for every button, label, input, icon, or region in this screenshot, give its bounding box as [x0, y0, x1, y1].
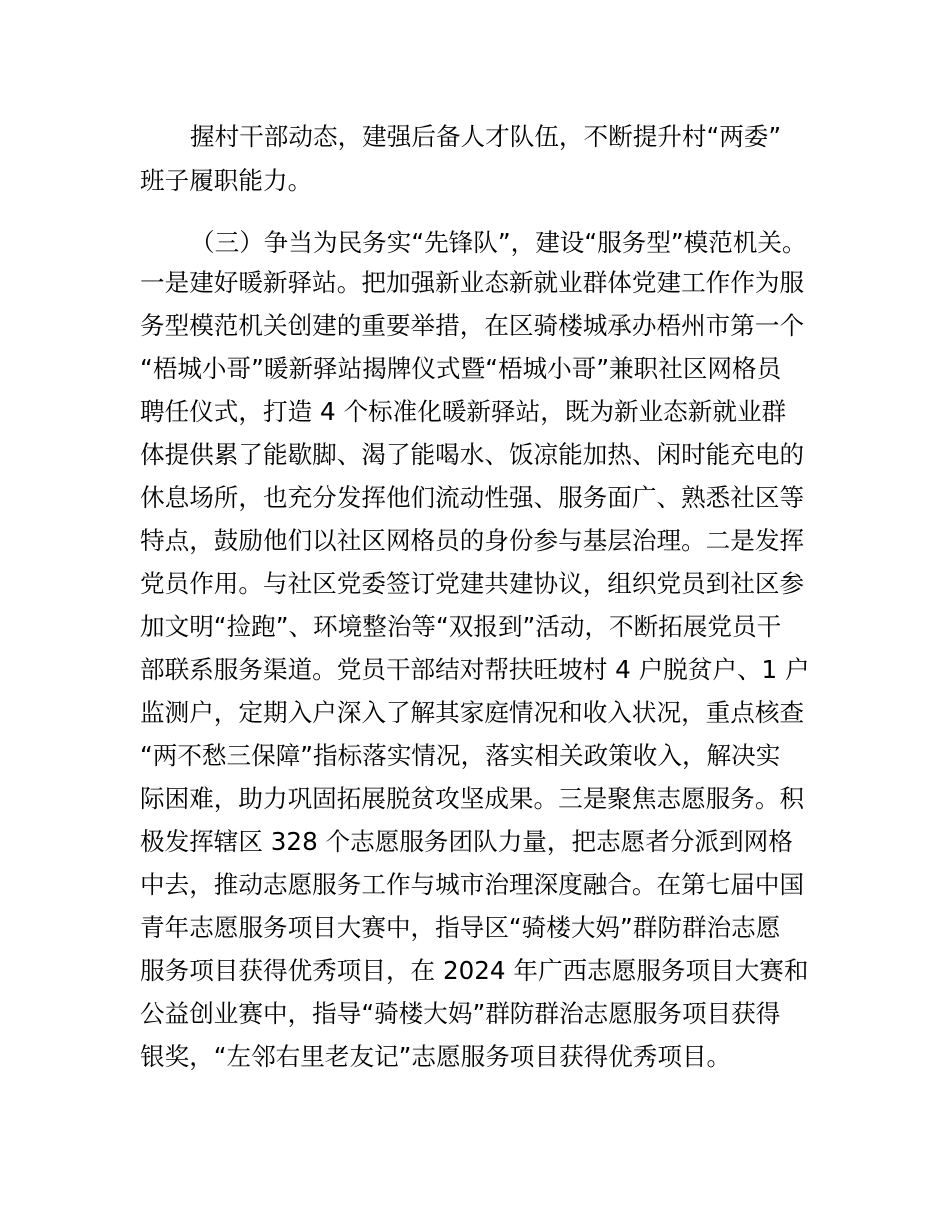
text-line: “梧城小哥”暖新驿站揭牌仪式暨“梧城小哥”兼职社区网格员 [140, 354, 782, 383]
text-line: “两不愁三保障”指标落实情况，落实相关政策收入，解决实 [140, 741, 781, 770]
text-line: 极发挥辖区 328 个志愿服务团队力量，把志愿者分派到网格 [140, 827, 793, 856]
text-line: 公益创业赛中，指导“骑楼大妈”群防群治志愿服务项目获得 [140, 999, 781, 1028]
text-line: 班子履职能力。 [140, 166, 313, 195]
text-line: 聘任仪式，打造 4 个标准化暖新驿站，既为新业态新就业群 [140, 397, 787, 426]
text-line: 加文明“捡跑”、环境整治等“双报到”活动，不断拓展党员干 [140, 612, 782, 641]
text-line: 一是建好暖新驿站。把加强新业态新就业群体党建工作作为服 [140, 268, 805, 297]
text-line: 青年志愿服务项目大赛中，指导区“骑楼大妈”群防群治志愿 [140, 913, 781, 942]
text-line: 际困难，助力巩固拓展脱贫攻坚成果。三是聚焦志愿服务。积 [140, 784, 805, 813]
text-line: 党员作用。与社区党委签订党建共建协议，组织党员到社区参 [140, 569, 805, 598]
section-heading: （三）争当为民务实“先锋队”，建设“服务型”模范机关。 [190, 228, 807, 257]
text-line: 中去，推动志愿服务工作与城市治理深度融合。在第七届中国 [140, 870, 805, 899]
text-line: 特点，鼓励他们以社区网格员的身份参与基层治理。二是发挥 [140, 526, 805, 555]
text-line: 银奖，“左邻右里老友记”志愿服务项目获得优秀项目。 [140, 1042, 732, 1071]
text-line: 休息场所，也充分发挥他们流动性强、服务面广、熟悉社区等 [140, 483, 805, 512]
text-line: 务型模范机关创建的重要举措，在区骑楼城承办梧州市第一个 [140, 311, 805, 340]
text-line: 服务项目获得优秀项目，在 2024 年广西志愿服务项目大赛和 [140, 956, 809, 985]
text-line: 部联系服务渠道。党员干部结对帮扶旺坡村 4 户脱贫户、1 户 [140, 655, 810, 684]
text-line: 体提供累了能歇脚、渴了能喝水、饭凉能加热、闲时能充电的 [140, 440, 805, 469]
text-line: 握村干部动态，建强后备人才队伍，不断提升村“两委” [190, 122, 782, 151]
text-line: 监测户，定期入户深入了解其家庭情况和收入状况，重点核查 [140, 698, 805, 727]
